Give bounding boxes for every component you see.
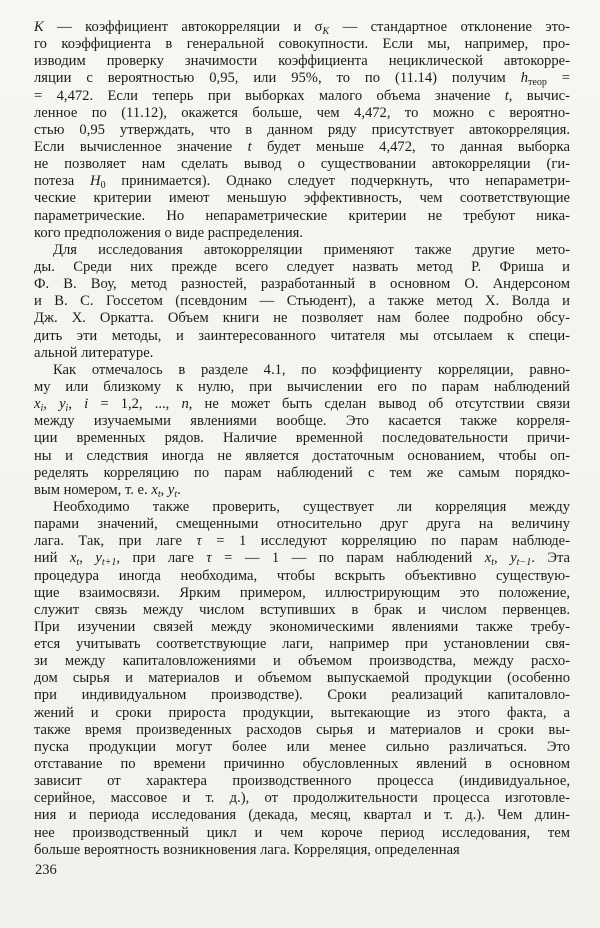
text-line — [34, 396, 570, 413]
text-segment: — коэффициент автокорреляции и — [43, 19, 315, 35]
text-segment: будет меньше 4,472, то данная выборка — [251, 138, 570, 155]
text-block — [34, 19, 570, 859]
text-line — [34, 550, 570, 567]
text-segment: = 1,2, ..., — [88, 396, 182, 413]
text-line — [34, 568, 570, 585]
text-segment: теор — [528, 77, 547, 88]
text-line — [34, 122, 570, 139]
text-line — [34, 482, 570, 499]
text-line — [34, 670, 570, 687]
text-segment: ции временных рядов. Наличие временной последовательности причи- — [34, 430, 570, 447]
text-line — [34, 156, 570, 173]
text-line — [34, 208, 570, 225]
text-segment: также время произведенных расходов сырья и материалов и сроки вы- — [34, 721, 570, 738]
text-segment: σ — [314, 19, 323, 35]
text-line — [34, 36, 570, 53]
text-line — [34, 687, 570, 704]
text-segment: . Эта — [531, 550, 570, 567]
text-line — [34, 276, 570, 293]
text-segment: — стандартное отклонение это- — [329, 19, 570, 35]
text-segment: го коэффициента в генеральной совокупности. Если мы, например, про- — [34, 36, 570, 53]
text-segment: дом сырья и материалов и объемом выпускаемой продукции (особенно — [34, 670, 570, 687]
text-line — [34, 139, 570, 156]
text-segment: y — [167, 481, 175, 498]
text-segment: , — [79, 550, 96, 567]
text-line — [34, 790, 570, 807]
text-line — [34, 190, 570, 207]
text-segment: при индивидуальном производстве). Сроки реализаций капиталовло- — [34, 687, 570, 704]
text-line — [34, 310, 570, 327]
text-line — [34, 825, 570, 842]
text-segment: y — [510, 550, 517, 567]
text-segment: τ — [206, 550, 212, 567]
text-line — [34, 602, 570, 619]
text-segment: между изучаемыми явлениями вообще. Это касается также корреля- — [34, 413, 570, 430]
text-segment: ределять корреляцию по парам наблюдений с тем же самым порядко- — [34, 464, 570, 481]
text-segment: , не может быть сделан вывод об отсутствии связи — [188, 396, 570, 413]
text-segment: изводим проверку значимости коэффициента нециклической автокорре- — [34, 53, 570, 70]
text-segment: вым номером, т. е. — [34, 481, 152, 498]
text-line — [34, 739, 570, 756]
text-line — [34, 88, 570, 105]
text-segment: серийное, массовое и т. д.), от продолжительности процесса изготовле- — [34, 790, 570, 807]
text-segment: t−1 — [516, 557, 532, 568]
text-segment: , — [68, 396, 85, 413]
paragraph — [34, 19, 570, 242]
text-segment: t+1 — [101, 557, 117, 568]
text-segment: и В. С. Госсетом (псевдоним — Стьюдент), а также метод Х. Волда и — [34, 293, 570, 310]
text-segment: x — [34, 396, 41, 413]
text-segment: t — [491, 557, 495, 568]
text-line — [34, 259, 570, 276]
text-segment: . — [177, 481, 181, 498]
text-segment: парами значений, смещенными относительно друг друга на величину — [34, 516, 570, 533]
text-line — [34, 105, 570, 122]
text-segment: Ф. В. Воу, метод разностей, разработанный в основном О. Андерсоном — [34, 276, 570, 293]
text-line — [34, 705, 570, 722]
text-segment: , вычис- — [508, 87, 570, 104]
text-segment: ляции с вероятностью 0,95, или 95%, то по (11.14) получим — [34, 70, 521, 87]
text-segment: Необходимо также проверить, существует ли корреляция между — [53, 498, 570, 515]
text-segment: K — [34, 19, 44, 35]
text-segment: ды. Среди них прежде всего следует назвать метод Р. Фриша и — [34, 258, 570, 275]
text-line — [34, 516, 570, 533]
paragraph — [34, 362, 570, 499]
text-line — [34, 242, 570, 259]
text-segment: Как отмечалось в разделе 4.1, по коэффициенту корреляции, равно- — [53, 361, 570, 378]
paragraph — [34, 242, 570, 362]
text-segment: , при лаге — [116, 550, 207, 567]
text-line — [34, 379, 570, 396]
text-line — [34, 842, 570, 859]
text-line — [34, 362, 570, 379]
text-segment: ется учитывать соответствующие лаги, например при установлении свя- — [34, 636, 570, 653]
text-line — [34, 653, 570, 670]
text-segment: τ — [196, 533, 202, 550]
text-segment: i — [84, 396, 89, 413]
text-line — [34, 636, 570, 653]
text-segment: ческие критерии имеют меньшую эффективность, чем соответствующие — [34, 190, 570, 207]
text-segment: = — [546, 70, 570, 87]
text-segment: y — [95, 550, 102, 567]
text-segment: потеза — [34, 173, 91, 190]
text-segment: параметрические. Но непараметрические критерии не требуют ника- — [34, 207, 570, 224]
text-segment: нее производственный цикл и чем короче период исследования, тем — [34, 824, 570, 841]
text-line — [34, 430, 570, 447]
text-segment: ленное по (11.12), окажется больше, чем 4,472, то можно с вероятно- — [34, 104, 570, 121]
text-segment: = — 1 — по парам наблюдений — [211, 550, 485, 567]
text-segment: = 4,472. Если теперь при выборках малого объема значение — [34, 87, 505, 104]
text-line — [34, 499, 570, 516]
text-segment: ны и следствия иногда не является достаточным основанием, чтобы оп- — [34, 447, 570, 464]
text-segment: альной литературе. — [34, 344, 154, 361]
text-segment: больше вероятность возникновения лага. Корреляция, определенная — [34, 841, 460, 858]
text-segment: му или близкому к нулю, при вычислении его по парам наблюдений — [34, 378, 570, 395]
text-segment: не позволяет нам сделать вывод о существовании автокорреляции (ги- — [34, 156, 570, 173]
text-segment: , — [160, 481, 168, 498]
text-segment: H — [90, 173, 101, 190]
text-line — [34, 345, 570, 362]
text-segment: ния и периода исследования (декада, месяц, квартал и т. д.). Чем длин- — [34, 807, 570, 824]
text-line — [34, 585, 570, 602]
text-segment: ний — [34, 550, 70, 567]
text-segment: i — [40, 403, 44, 414]
text-segment: дить эти методы, и заинтересованного читателя мы отсылаем к специ- — [34, 327, 570, 344]
text-segment: зи между капиталовложениями и объемом производства, между расхо- — [34, 653, 570, 670]
text-line — [34, 533, 570, 550]
text-line — [34, 619, 570, 636]
text-segment: 0 — [100, 180, 106, 191]
text-line — [34, 53, 570, 70]
text-segment: лага. Так, при лаге — [34, 533, 197, 550]
text-segment: принимается). Однако следует подчеркнуть, что непараметри- — [105, 173, 570, 190]
text-segment: t — [157, 488, 161, 499]
text-segment: K — [322, 26, 330, 37]
text-segment: , — [43, 396, 60, 413]
text-segment: n — [181, 396, 189, 413]
text-segment: t — [76, 557, 80, 568]
text-segment: служит связь между числом вступивших в брак и числом первенцев. — [34, 601, 570, 618]
text-segment: Для исследования автокорреляции применяют также другие мето- — [53, 241, 570, 258]
text-line — [34, 70, 570, 87]
text-line — [34, 173, 570, 190]
page-number: 236 — [35, 862, 57, 878]
text-line — [34, 756, 570, 773]
text-segment: t — [504, 87, 509, 104]
text-segment: зависит от характера производственного процесса (индивидуальное, — [34, 773, 570, 790]
text-segment: При изучении связей между экономическими явлениями также требу- — [34, 618, 570, 635]
text-line — [34, 19, 570, 36]
text-segment: пуска продукции могут более или менее сильно различаться. Это — [34, 738, 570, 755]
text-segment: y — [59, 396, 66, 413]
text-line — [34, 328, 570, 345]
text-segment: t — [247, 138, 252, 155]
text-line — [34, 225, 570, 242]
text-line — [34, 722, 570, 739]
text-segment: x — [484, 550, 492, 567]
text-segment: стью 0,95 утверждать, что в данном ряду присутствует автокорреляция. — [34, 121, 570, 138]
text-line — [34, 807, 570, 824]
text-segment: щие взаимосвязи. Ярким примером, иллюстрирующим это положение, — [34, 584, 570, 601]
text-segment: жений и сроки прироста продукции, вытекающие из этого факта, а — [34, 704, 570, 721]
text-segment: h — [520, 70, 529, 87]
text-segment: Дж. Х. Оркатта. Объем книги не позволяет нам более подробно обсу- — [34, 310, 570, 327]
text-segment: x — [151, 481, 158, 498]
paragraph — [34, 499, 570, 859]
text-segment: t — [174, 488, 178, 499]
text-line — [34, 293, 570, 310]
text-line — [34, 465, 570, 482]
text-segment: , — [494, 550, 511, 567]
text-line — [34, 448, 570, 465]
text-segment: кого предположения о виде распределения. — [34, 224, 303, 241]
text-segment: процедура иногда необходима, чтобы вскрыть объективно существую- — [34, 567, 570, 584]
text-segment: Если вычисленное значение — [34, 138, 248, 155]
text-segment: x — [69, 550, 77, 567]
text-segment: = 1 исследуют корреляцию по парам наблюде- — [201, 533, 570, 550]
text-segment: i — [65, 403, 69, 414]
text-line — [34, 773, 570, 790]
text-segment: отставание по времени причинно обусловленных явлений в основном — [34, 756, 570, 773]
text-line — [34, 413, 570, 430]
